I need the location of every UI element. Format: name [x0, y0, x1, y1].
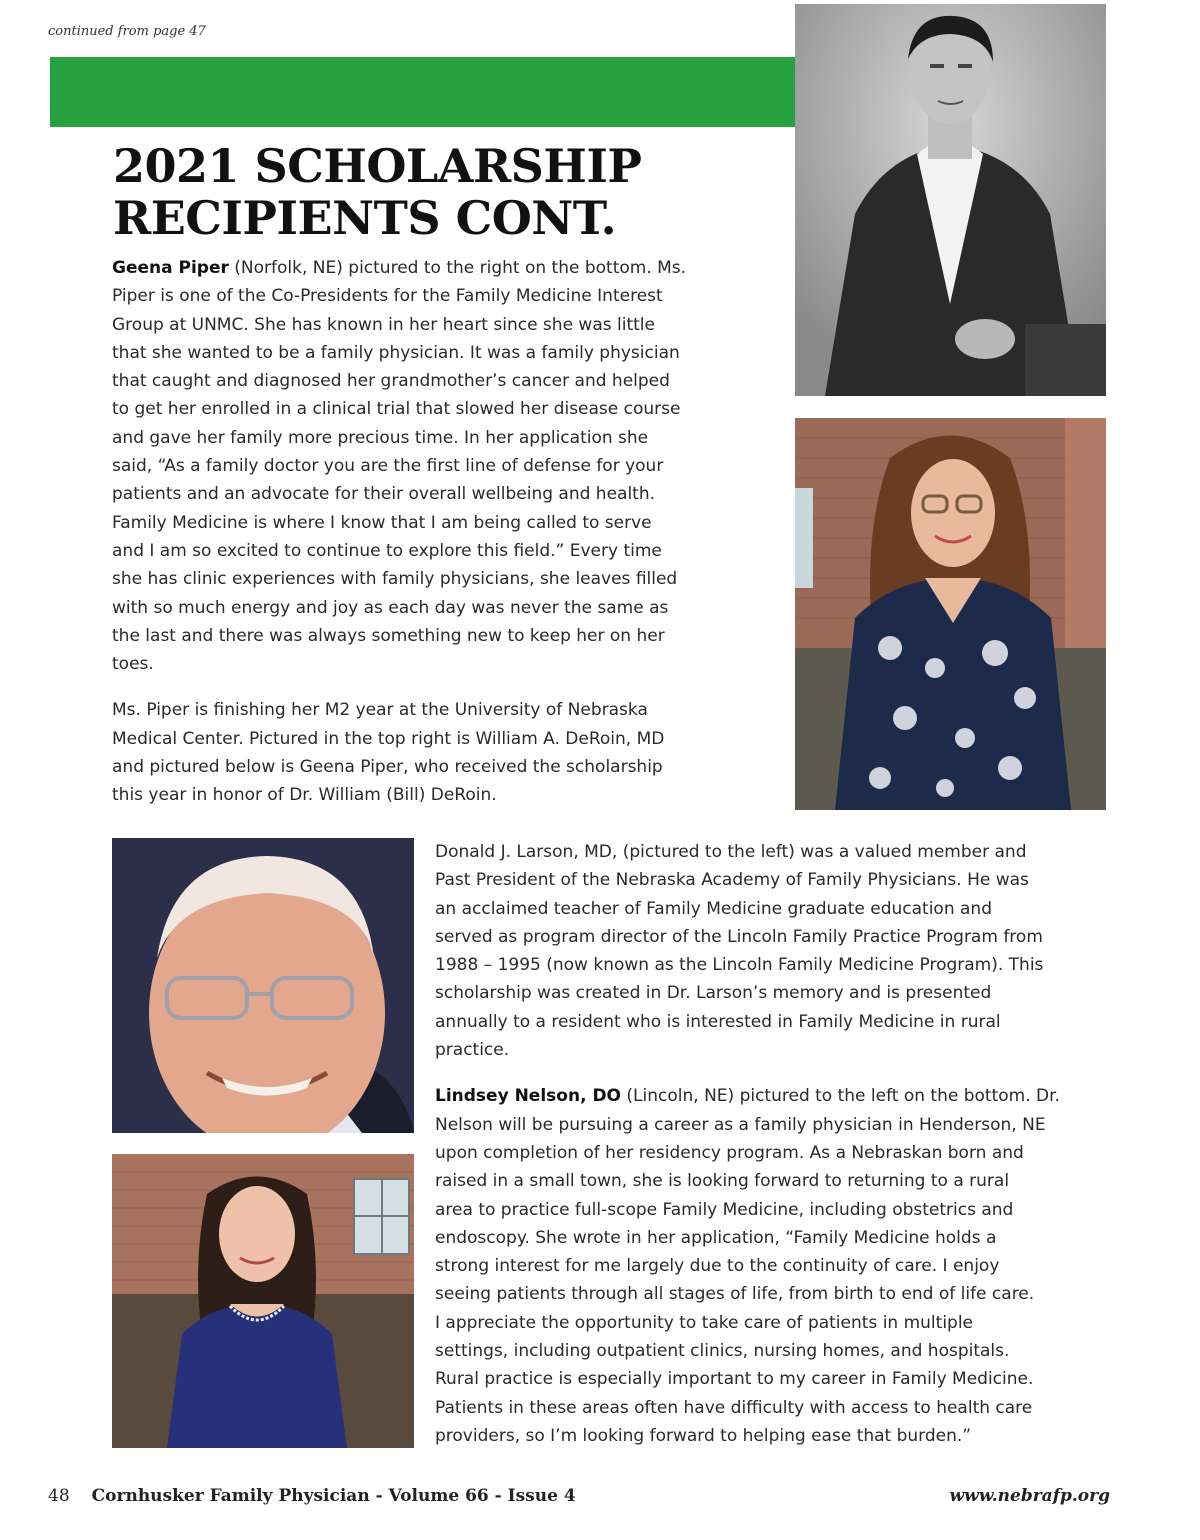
- nelson-line: raised in a small town, she is looking forward to returning to a rural: [435, 1171, 1010, 1192]
- piper-line: Piper is one of the Co-Presidents for the Family Medicine Interest: [112, 286, 663, 307]
- deroin-photo: [795, 4, 1106, 396]
- nelson-line: Rural practice is especially important to my career in Family Medicine.: [435, 1369, 1034, 1390]
- piper-line: with so much energy and joy as each day was never the same as: [112, 597, 669, 618]
- piper-line: she has clinic experiences with family physicians, she leaves filled: [112, 569, 678, 590]
- piper-line: this year in honor of Dr. William (Bill) DeRoin.: [112, 785, 497, 806]
- larson-photo: [112, 838, 414, 1133]
- page-number: 48: [48, 1486, 70, 1506]
- larson-line: practice.: [435, 1040, 510, 1061]
- nelson-line: Patients in these areas often have difficulty with access to health care: [435, 1397, 1033, 1418]
- piper-line: and pictured below is Geena Piper, who received the scholarship: [112, 757, 663, 778]
- larson-line: annually to a resident who is interested in Family Medicine in rural: [435, 1011, 1001, 1032]
- piper-line: Family Medicine is where I know that I am being called to serve: [112, 512, 652, 533]
- larson-line: Donald J. Larson, MD, (pictured to the left) was a valued member and: [435, 842, 1027, 862]
- nelson-line: seeing patients through all stages of life, from birth to end of life care.: [435, 1284, 1035, 1305]
- larson-line: 1988 – 1995 (now known as the Lincoln Family Medicine Program). This: [435, 955, 1044, 976]
- piper-line: patients and an advocate for their overall wellbeing and health.: [112, 484, 656, 505]
- piper-line: the last and there was always something new to keep her on her: [112, 625, 665, 646]
- larson-paragraph: [435, 838, 1107, 1064]
- title-line-1: 2021 SCHOLARSHIP: [113, 139, 642, 193]
- piper-line: Ms. Piper is finishing her M2 year at the University of Nebraska: [112, 700, 648, 721]
- publication-name: Cornhusker Family Physician - Volume 66 - Issue 4: [91, 1486, 576, 1506]
- piper-line: and I am so excited to continue to explore this field.” Every time: [112, 540, 662, 561]
- nelson-line: I appreciate the opportunity to take care of patients in multiple: [435, 1312, 974, 1333]
- nelson-line: Nelson will be pursuing a career as a family physician in Henderson, NE: [435, 1114, 1046, 1135]
- piper-line: (Norfolk, NE) pictured to the right on the bottom. Ms.: [228, 258, 687, 278]
- piper-line: said, “As a family doctor you are the first line of defense for your: [112, 456, 664, 477]
- larson-line: an acclaimed teacher of Family Medicine graduate education and: [435, 898, 992, 919]
- larson-line: scholarship was created in Dr. Larson’s memory and is presented: [435, 983, 992, 1004]
- larson-nelson-article: [435, 838, 1107, 1468]
- nelson-line: endoscopy. She wrote in her application, “Family Medicine holds a: [435, 1227, 997, 1248]
- piper-paragraph-1: [112, 254, 762, 678]
- header-green-bar: [50, 57, 796, 127]
- continued-note: continued from page 47: [48, 24, 206, 39]
- piper-line: that she wanted to be a family physician. It was a family physician: [112, 342, 680, 363]
- nelson-line: area to practice full-scope Family Medicine, including obstetrics and: [435, 1199, 1014, 1220]
- piper-line: to get her enrolled in a clinical trial that slowed her disease course: [112, 399, 681, 420]
- footer-publication: [48, 1486, 576, 1506]
- footer-website-link[interactable]: www.nebrafp.org: [949, 1486, 1110, 1506]
- nelson-line: settings, including outpatient clinics, nursing homes, and hospitals.: [435, 1341, 1010, 1362]
- nelson-photo: [112, 1154, 414, 1448]
- piper-paragraph-2: [112, 696, 762, 809]
- piper-line: toes.: [112, 654, 154, 675]
- nelson-line: providers, so I’m looking forward to helping ease that burden.”: [435, 1425, 972, 1446]
- piper-line: that caught and diagnosed her grandmother’s cancer and helped: [112, 371, 670, 392]
- nelson-name: Lindsey Nelson, DO: [435, 1086, 622, 1107]
- piper-line: Medical Center. Pictured in the top right is William A. DeRoin, MD: [112, 728, 665, 749]
- larson-line: served as program director of the Lincoln Family Practice Program from: [435, 926, 1043, 947]
- nelson-line: (Lincoln, NE) pictured to the left on the bottom. Dr.: [621, 1086, 1060, 1107]
- piper-photo: [795, 418, 1106, 810]
- piper-name: Geena Piper: [112, 258, 229, 278]
- nelson-paragraph: [435, 1082, 1107, 1450]
- title-line-2: RECIPIENTS CONT.: [113, 191, 617, 245]
- larson-line: Past President of the Nebraska Academy of Family Physicians. He was: [435, 870, 1029, 891]
- piper-article: [112, 254, 762, 828]
- page-title: [113, 140, 641, 244]
- piper-line: and gave her family more precious time. In her application she: [112, 427, 649, 448]
- nelson-line: strong interest for me largely due to the continuity of care. I enjoy: [435, 1256, 1000, 1277]
- piper-line: Group at UNMC. She has known in her heart since she was little: [112, 314, 655, 335]
- nelson-line: upon completion of her residency program. As a Nebraskan born and: [435, 1142, 1024, 1163]
